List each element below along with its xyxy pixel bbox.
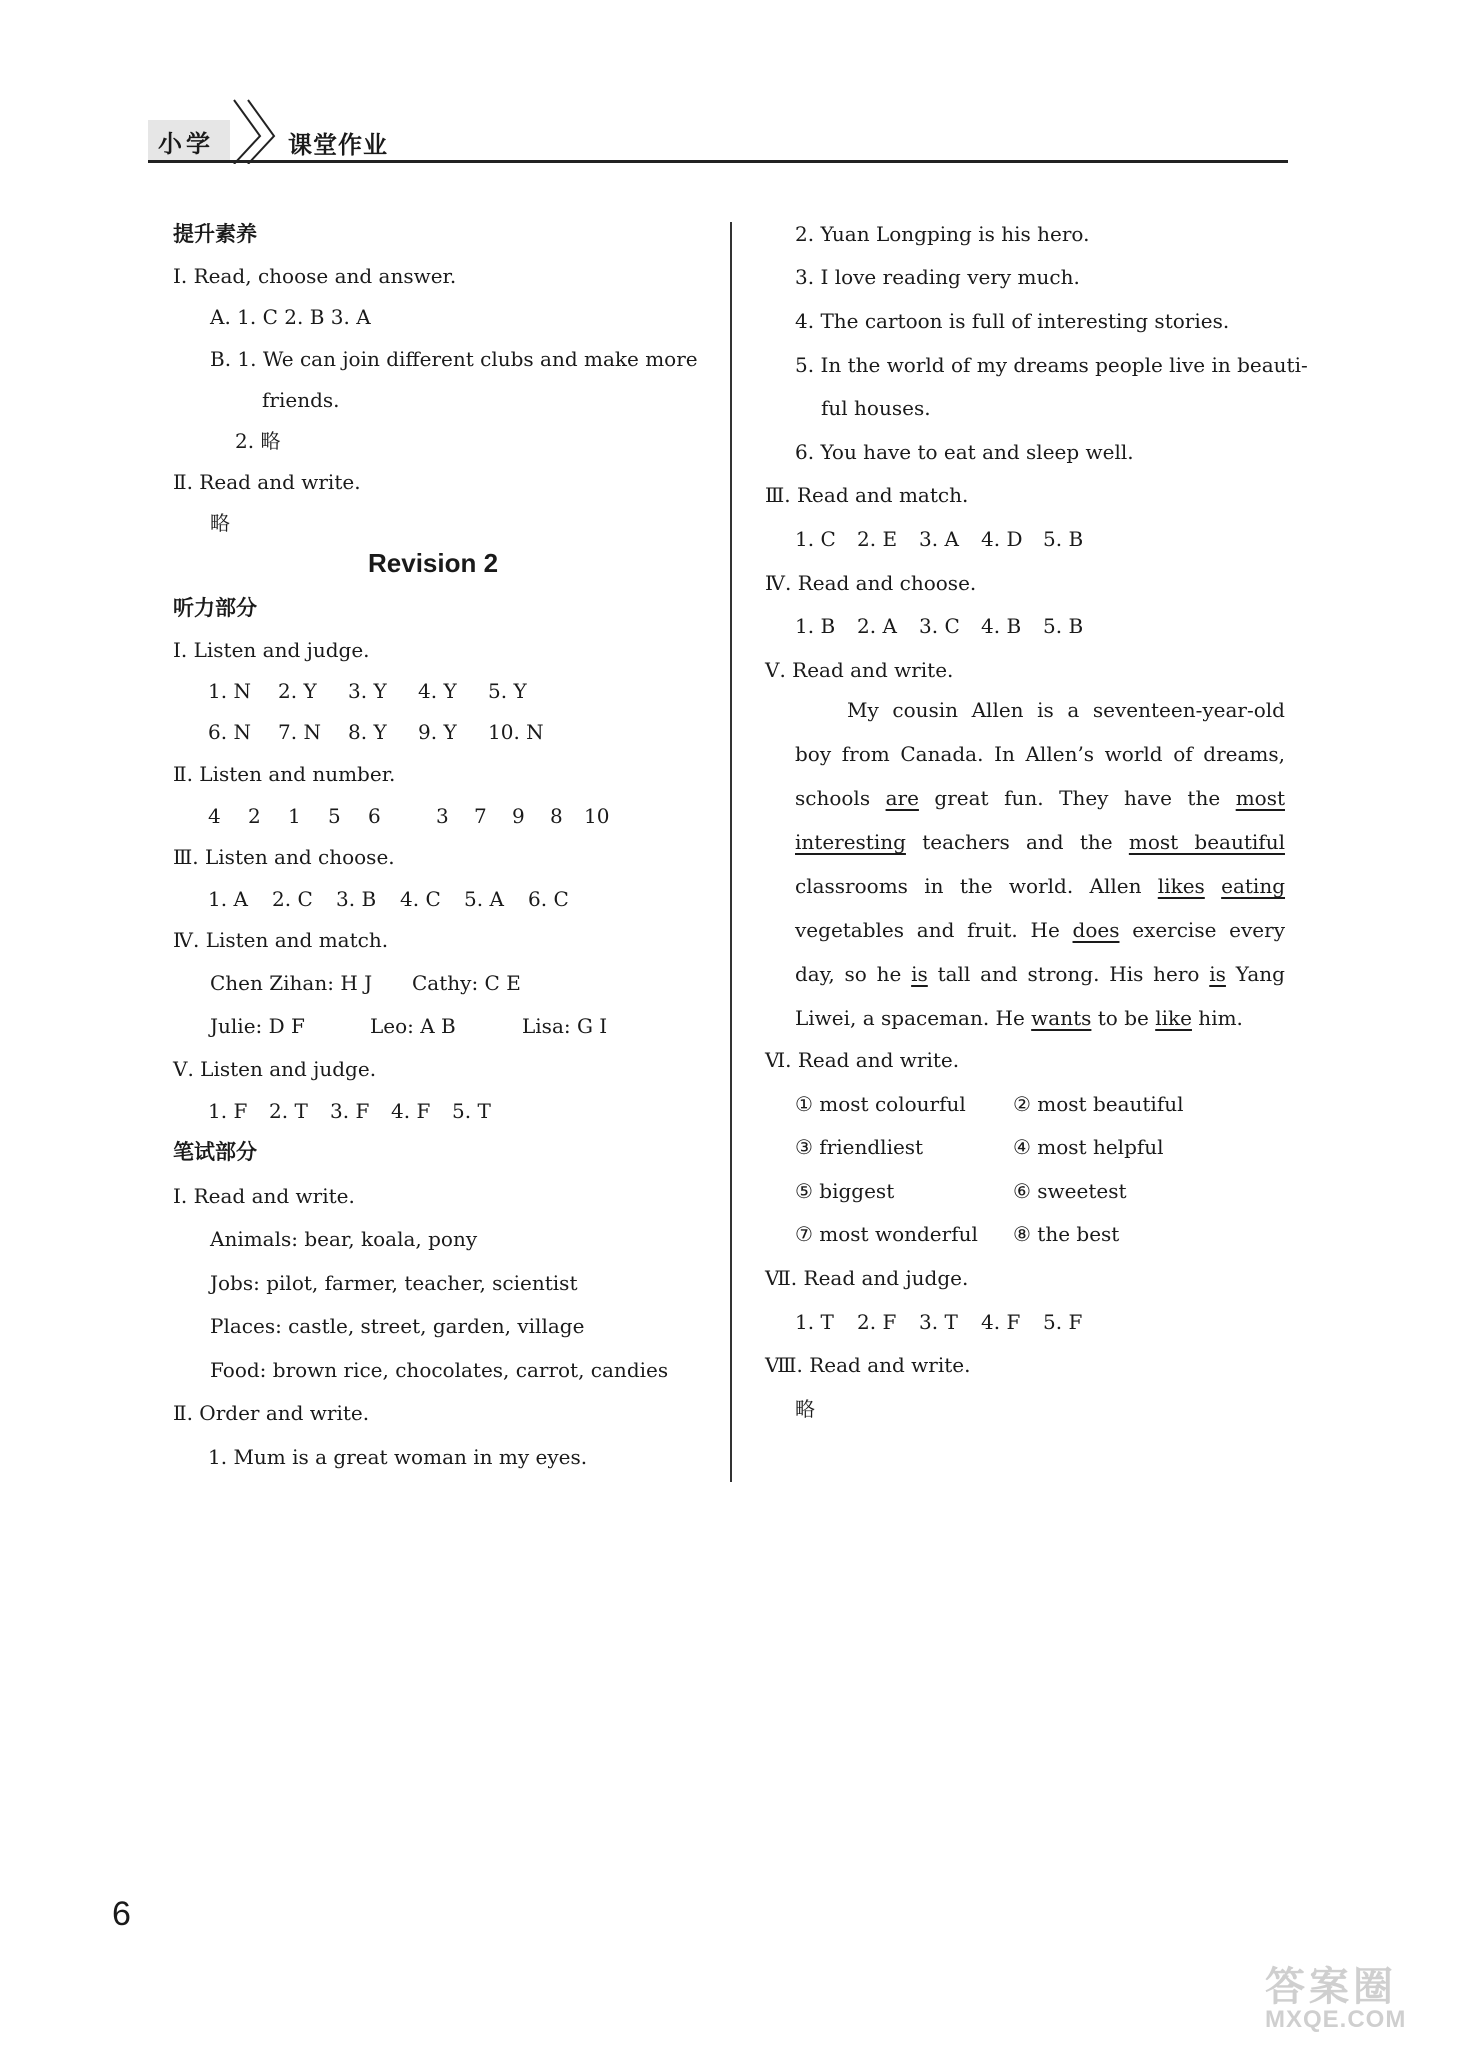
- underlined-word: is: [1209, 962, 1226, 986]
- question-title: Ⅱ. Listen and number.: [173, 762, 396, 786]
- answer-item: 3: [436, 804, 449, 828]
- answer-item: ③ friendliest: [795, 1135, 924, 1159]
- answer-line: ful houses.: [821, 396, 931, 420]
- page-header: [148, 118, 1288, 164]
- column-divider: [730, 222, 732, 1482]
- answer-item: 1. F: [208, 1099, 248, 1123]
- answer-row: [208, 885, 592, 913]
- underlined-word: like: [1155, 1006, 1192, 1030]
- answer-item: Julie: D F: [210, 1014, 305, 1038]
- question-title: Ⅳ. Listen and match.: [173, 928, 389, 952]
- underlined-word: most interesting: [795, 786, 1285, 854]
- answer-item: 4. D: [981, 527, 1023, 551]
- answer-item: 1. T: [795, 1310, 834, 1334]
- answer-item: 4. F: [391, 1099, 431, 1123]
- answer-item: 2. Y: [278, 679, 317, 703]
- answer-row: [210, 969, 521, 997]
- answer-line: Places: castle, street, garden, village: [210, 1314, 585, 1338]
- question-title: Ⅴ. Listen and judge.: [173, 1057, 377, 1081]
- answer-line: 4. The cartoon is full of interesting stories.: [795, 309, 1230, 333]
- answer-item: 8: [550, 804, 563, 828]
- answer-item: 5. B: [1043, 614, 1084, 638]
- answer-item: 9. Y: [418, 720, 457, 744]
- answer-item: 2: [248, 804, 261, 828]
- answer-item: 6: [368, 804, 381, 828]
- answer-line: 略: [210, 511, 230, 535]
- answer-row: [795, 612, 1105, 640]
- answer-line: 略: [795, 1397, 815, 1421]
- answer-item: 4. Y: [418, 679, 457, 703]
- answer-item: 3. F: [330, 1099, 370, 1123]
- answer-item: 4. F: [981, 1310, 1021, 1334]
- question-title: Ⅷ. Read and write.: [765, 1353, 971, 1377]
- answer-item: ⑦ most wonderful: [795, 1222, 978, 1246]
- answer-row: [208, 677, 558, 705]
- answer-item: ① most colourful: [795, 1092, 966, 1116]
- answer-item: 3. Y: [348, 679, 387, 703]
- level-tag: 小学: [148, 120, 230, 160]
- watermark-logo-text: 答案圈: [1265, 1965, 1397, 2009]
- answer-item: 2. A: [857, 614, 897, 638]
- question-title: Ⅱ. Order and write.: [173, 1401, 370, 1425]
- answer-line: 5. In the world of my dreams people live in beauti-: [795, 353, 1308, 377]
- answer-item: 7. N: [278, 720, 321, 744]
- answer-item: 3. T: [919, 1310, 958, 1334]
- answer-row: [208, 802, 624, 830]
- question-title: Ⅱ. Read and write.: [173, 470, 361, 494]
- watermark: [1265, 1955, 1406, 2034]
- question-title: Ⅲ. Read and match.: [765, 483, 969, 507]
- answer-item: 9: [512, 804, 525, 828]
- answer-row: [208, 718, 558, 746]
- answer-row: [208, 1097, 513, 1125]
- answer-item: 5. T: [452, 1099, 491, 1123]
- answer-item: 1. A: [208, 887, 248, 911]
- section-heading: 笔试部分: [173, 1140, 257, 1164]
- answer-item: ⑤ biggest: [795, 1179, 895, 1203]
- answer-line: 2. 略: [235, 429, 281, 453]
- answer-item: Cathy: C E: [412, 971, 521, 995]
- reading-passage: My cousin Allen is a seventeen-year-old boy from Canada. In Allen’s world of dreams, schools are great fun. They have the most interesting teachers and the most beautiful classrooms in the world. Allen likes eating vegetables and fruit. He does exercise every day, so he is tall and strong. His hero is Yang Liwei, a spaceman. He wants to be like him.: [795, 698, 1286, 1030]
- answer-row: [795, 1177, 1127, 1205]
- answer-item: 1. C: [795, 527, 836, 551]
- answer-line: Jobs: pilot, farmer, teacher, scientist: [210, 1271, 578, 1295]
- answer-item: 4. C: [400, 887, 441, 911]
- answer-item: 7: [474, 804, 487, 828]
- question-title: Ⅰ. Read, choose and answer.: [173, 264, 457, 288]
- answer-row: [795, 1220, 1119, 1248]
- answer-item: Lisa: G I: [522, 1014, 608, 1038]
- underlined-word: wants: [1031, 1006, 1092, 1030]
- section-heading: 听力部分: [173, 596, 257, 620]
- answer-line: 3. I love reading very much.: [795, 265, 1080, 289]
- answer-row: [795, 525, 1105, 553]
- question-title: Ⅲ. Listen and choose.: [173, 845, 395, 869]
- answer-item: ④ most helpful: [1013, 1135, 1164, 1159]
- answer-item: 5. A: [464, 887, 504, 911]
- answer-item: 1: [288, 804, 301, 828]
- answer-item: 2. T: [269, 1099, 308, 1123]
- answer-line: 6. You have to eat and sleep well.: [795, 440, 1134, 464]
- answer-item: 5. Y: [488, 679, 527, 703]
- question-title: Ⅶ. Read and judge.: [765, 1266, 969, 1290]
- answer-line: 1. Mum is a great woman in my eyes.: [208, 1445, 588, 1469]
- answer-item: 3. C: [919, 614, 960, 638]
- answer-item: 2. F: [857, 1310, 897, 1334]
- answer-item: 2. C: [272, 887, 313, 911]
- header-rule: [148, 160, 1288, 163]
- question-title: Ⅴ. Read and write.: [765, 658, 954, 682]
- double-chevron-icon: [230, 98, 290, 164]
- answer-item: 5: [328, 804, 341, 828]
- answer-line: Animals: bear, koala, pony: [210, 1227, 478, 1251]
- answer-item: 8. Y: [348, 720, 387, 744]
- answer-item: 6. C: [528, 887, 569, 911]
- answer-item: 5. F: [1043, 1310, 1083, 1334]
- question-title: Ⅰ. Read and write.: [173, 1184, 355, 1208]
- answer-item: ⑧ the best: [1013, 1222, 1120, 1246]
- question-title: Ⅳ. Read and choose.: [765, 571, 977, 595]
- answer-line: B. 1. We can join different clubs and make more: [210, 347, 698, 371]
- answer-item: Chen Zihan: H J: [210, 971, 373, 995]
- answer-item: 10. N: [488, 720, 544, 744]
- underlined-word: most beautiful: [1128, 830, 1285, 854]
- answer-line: A. 1. C 2. B 3. A: [210, 305, 371, 329]
- question-title: Ⅵ. Read and write.: [765, 1048, 960, 1072]
- answer-item: 1. N: [208, 679, 251, 703]
- question-title: Ⅰ. Listen and judge.: [173, 638, 370, 662]
- answer-item: 5. B: [1043, 527, 1084, 551]
- answer-item: 1. B: [795, 614, 836, 638]
- watermark-url: MXQE.COM: [1265, 2006, 1407, 2033]
- answer-item: ⑥ sweetest: [1013, 1179, 1127, 1203]
- answer-item: ② most beautiful: [1013, 1092, 1184, 1116]
- underlined-word: are: [885, 786, 919, 810]
- answer-item: 10: [584, 804, 610, 828]
- revision-heading: Revision 2: [368, 548, 499, 578]
- answer-line: Food: brown rice, chocolates, carrot, candies: [210, 1358, 669, 1382]
- answer-line: 2. Yuan Longping is his hero.: [795, 222, 1090, 246]
- answer-item: 6. N: [208, 720, 251, 744]
- answer-row: [795, 1090, 1184, 1118]
- answer-item: 4: [208, 804, 221, 828]
- answer-row: [795, 1308, 1105, 1336]
- answer-item: 3. B: [336, 887, 377, 911]
- underlined-word: is: [911, 962, 928, 986]
- underlined-word: likes: [1157, 874, 1205, 898]
- answer-row: [210, 1012, 607, 1040]
- answer-item: Leo: A B: [370, 1014, 456, 1038]
- answer-line: friends.: [262, 388, 340, 412]
- underlined-word: does: [1072, 918, 1120, 942]
- answer-item: 3. A: [919, 527, 959, 551]
- answer-row: [795, 1133, 1164, 1161]
- underlined-word: eating: [1221, 874, 1286, 898]
- answer-item: 2. E: [857, 527, 898, 551]
- section-heading: 提升素养: [173, 222, 257, 246]
- answer-item: 4. B: [981, 614, 1022, 638]
- page-number: 6: [112, 1895, 131, 1933]
- header-title: 课堂作业: [288, 131, 388, 159]
